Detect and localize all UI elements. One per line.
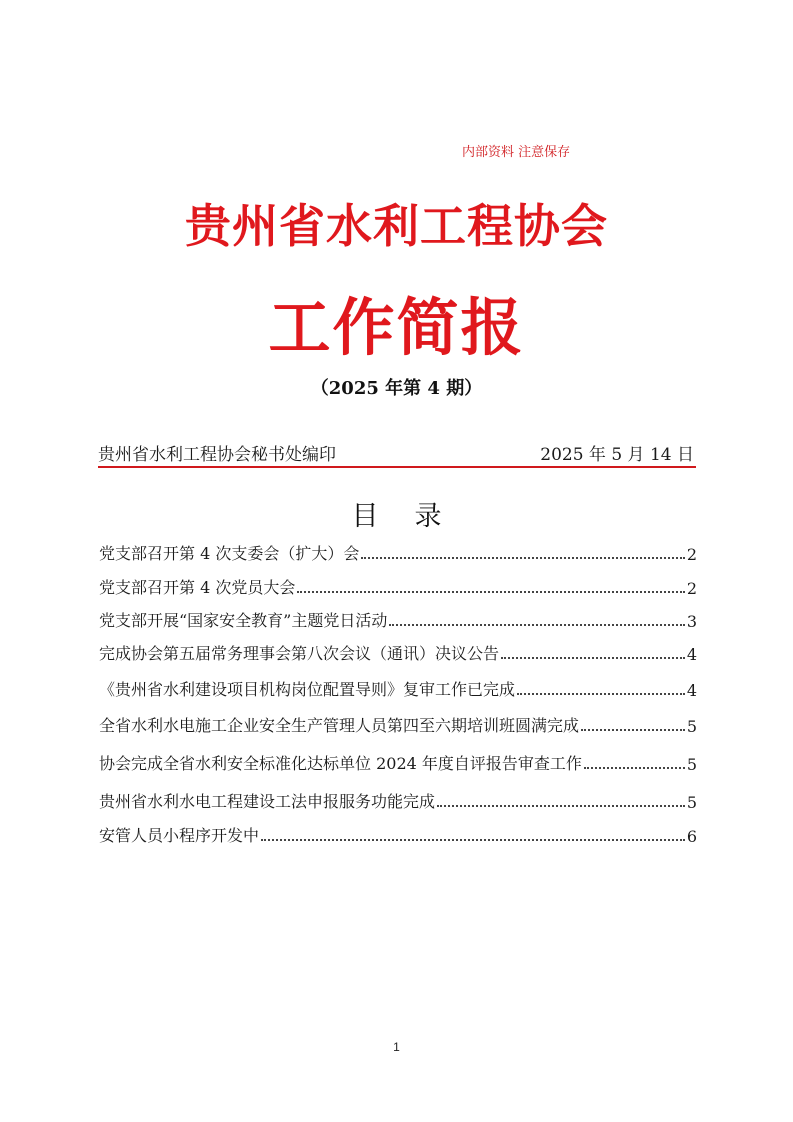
toc-item-page: 2 — [686, 545, 697, 564]
toc-item-title: 党支部召开第 4 次支委会（扩大）会 — [99, 544, 360, 563]
toc-heading: 目录 — [351, 501, 478, 532]
toc-item[interactable] — [99, 820, 697, 846]
toc-item-page: 5 — [686, 793, 697, 812]
toc-item[interactable] — [99, 748, 697, 774]
editor-name: 贵州省水利工程协会秘书处编印 — [98, 445, 336, 465]
toc-item[interactable] — [99, 572, 697, 598]
header-divider — [98, 466, 696, 468]
toc-item-title: 《贵州省水利建设项目机构岗位配置导则》复审工作已完成 — [99, 680, 516, 699]
toc-item-page: 2 — [686, 579, 697, 598]
issue-number: （2025 年第 4 期） — [310, 378, 483, 399]
report-title: 工作简报 — [268, 291, 525, 364]
toc-item-title: 完成协会第五届常务理事会第八次会议（通讯）决议公告 — [99, 644, 500, 663]
toc-item-page: 6 — [686, 827, 697, 846]
organization-title: 贵州省水利工程协会 — [185, 199, 608, 253]
publish-date: 2025 年 5 月 14 日 — [540, 445, 694, 465]
toc-item[interactable] — [99, 674, 697, 700]
toc-item-page: 3 — [686, 612, 697, 631]
toc-item[interactable] — [99, 605, 697, 631]
toc-item-title: 党支部开展“国家安全教育”主题党日活动 — [99, 611, 388, 630]
toc-leader-dots — [361, 557, 684, 559]
toc-item-title: 党支部召开第 4 次党员大会 — [99, 578, 296, 597]
toc-item-page: 4 — [686, 645, 697, 664]
toc-item-title: 全省水利水电施工企业安全生产管理人员第四至六期培训班圆满完成 — [99, 716, 580, 735]
toc-item[interactable] — [99, 786, 697, 812]
toc-item-page: 4 — [686, 681, 697, 700]
toc-item-page: 5 — [686, 717, 697, 736]
editor-row — [98, 440, 696, 464]
toc-item-title: 协会完成全省水利安全标准化达标单位 2024 年度自评报告审查工作 — [99, 754, 582, 773]
toc-leader-dots — [389, 624, 684, 626]
toc-item-title: 贵州省水利水电工程建设工法申报服务功能完成 — [99, 792, 436, 811]
page-number: 1 — [393, 1040, 400, 1054]
toc-leader-dots — [584, 767, 685, 769]
toc-leader-dots — [261, 839, 685, 841]
toc-item-title: 安管人员小程序开发中 — [99, 826, 260, 845]
toc-leader-dots — [501, 657, 685, 659]
toc-leader-dots — [517, 693, 685, 695]
toc-item[interactable] — [99, 538, 697, 564]
toc-item[interactable] — [99, 638, 697, 664]
toc-item[interactable] — [99, 710, 697, 736]
toc-item-page: 5 — [686, 755, 697, 774]
toc-leader-dots — [581, 729, 685, 731]
toc-leader-dots — [297, 591, 684, 593]
confidential-note: 内部资料 注意保存 — [462, 145, 571, 160]
toc-leader-dots — [437, 805, 685, 807]
